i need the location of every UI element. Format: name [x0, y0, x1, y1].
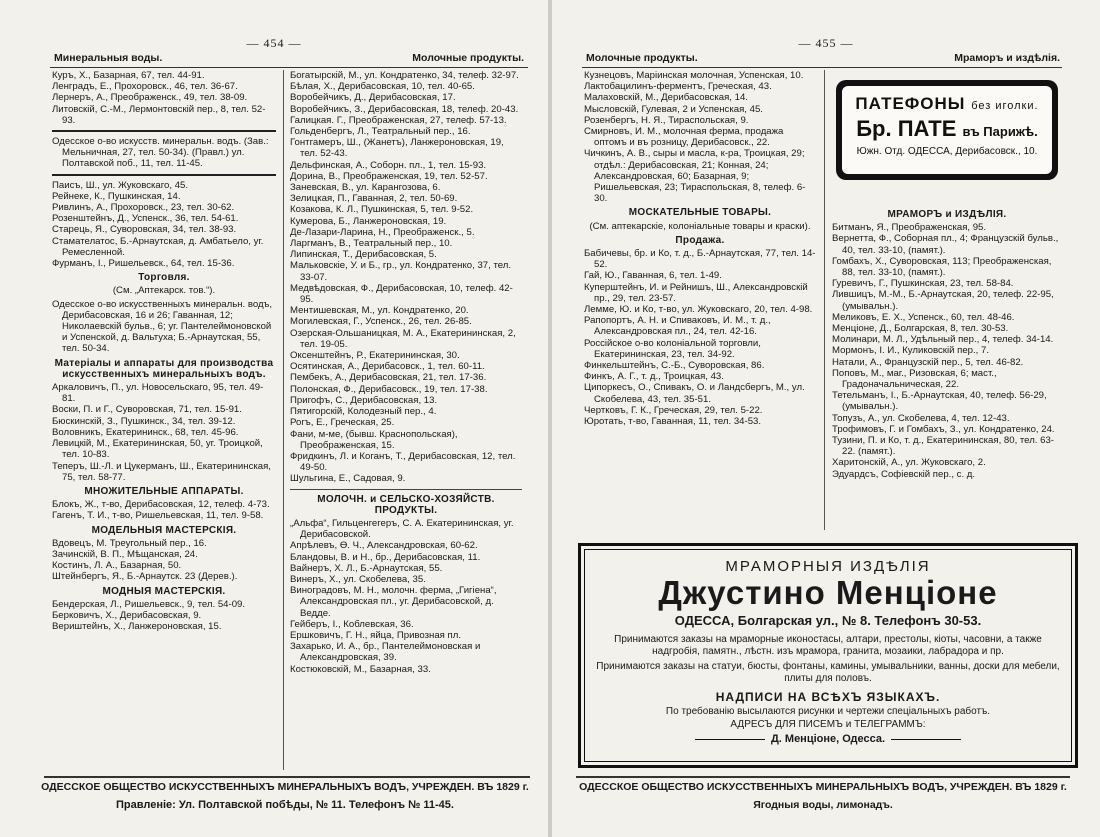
- directory-entry: Гагенъ, Т. И., т-во, Ришельевская, 11, тел. 9-58.: [52, 510, 264, 522]
- directory-entry: Смирновъ, И. М., молочная ферма, продажа оптомъ и въ розницу, Дерибасовск., 22.: [584, 126, 784, 149]
- directory-entry: Могилевская, Г., Успенск., 26, тел. 26-85.: [290, 316, 472, 328]
- directory-entry: Апрѣлевъ, Ѳ. Ч., Александровская, 60-62.: [290, 540, 478, 552]
- directory-entry: Осятинская, А., Дерибасовск., 1, тел. 60-11.: [290, 361, 485, 373]
- directory-entry: Бѣлая, Х., Дерибасовская, 10, тел. 40-65.: [290, 81, 475, 93]
- column-divider: [824, 70, 825, 530]
- directory-entry: Гай, Ю., Гаванная, 6, тел. 1-49.: [584, 270, 722, 282]
- section-heading: МОСКАТЕЛЬНЫЕ ТОВАРЫ.: [628, 207, 772, 219]
- directory-entry: Мормонъ, І. И., Куликовскій пер., 7.: [832, 345, 989, 357]
- pate-advertisement: [836, 80, 1058, 180]
- directory-entry: Гейберъ, І., Коблевская, 36.: [290, 618, 414, 630]
- directory-entry: Мысловскій, Гулевая, 2 и Успенская, 45.: [584, 103, 763, 115]
- directory-entry: Заневская, В., ул. Карангозова, 6.: [290, 182, 441, 194]
- directory-entry: Лактобацилинъ-ферментъ, Греческая, 43.: [584, 81, 772, 93]
- left-page: [0, 0, 548, 837]
- ad-address: ОДЕССА, Болгарская ул., № 8. Телефонъ 30-53.: [674, 613, 982, 628]
- footer-title: ОДЕССКОЕ ОБЩЕСТВО ИСКУССТВЕННЫХЪ МИНЕРАЛЬНЫХЪ ВОДЪ, УЧРЕЖДЕН. ВЪ 1829 г.: [41, 781, 529, 793]
- directory-entry: Фридкинъ, Л. и Коганъ, Т., Дерибасовская, 12, тел. 49-50.: [290, 450, 516, 474]
- section-heading: МНОЖИТЕЛЬНЫЕ АППАРАТЫ.: [84, 485, 244, 497]
- directory-entry: Финкъ, А. Г., т. д., Троицкая, 43.: [584, 371, 724, 383]
- directory-entry: Оксенштейнъ, Р., Екатерининская, 30.: [290, 350, 460, 362]
- directory-entry: Де-Лазари-Ларина, Н., Преображенск., 5.: [290, 226, 475, 238]
- section-heading: МОДНЫЯ МАСТЕРСКІЯ.: [102, 585, 226, 597]
- directory-entry: Гольденбергъ, Л., Театральный пер., 16.: [290, 126, 471, 138]
- directory-entry: Винеръ, Х., ул. Скобелева, 35.: [290, 573, 426, 585]
- directory-entry: Воробейчикъ, З., Дерибасовская, 18, телеф. 20-43.: [290, 103, 519, 115]
- directory-entry: Тетельманъ, І., Б.-Арнаутская, 40, телеф. 56-29, (умывальн.).: [832, 390, 1047, 413]
- directory-entry: Чичкинъ, А. В., сыры и масла, к-ра, Троицкая, 29; отдѣл.: Дерибасовская, 21; Конная, 24; Александровская, 60; Базарная, 9; Ришельевская, 23; Тираспольская, 8, телеф. 6-30.: [584, 148, 806, 205]
- directory-entry: Розенбергъ, Н. Я., Тираспольская, 9.: [584, 114, 749, 126]
- directory-entry: Финкельштейнъ, С.-Б., Суворовская, 86.: [584, 360, 765, 372]
- directory-entry: Лемме, Ю. и Ко, т-во, ул. Жуковскаго, 20, тел. 4-98.: [584, 304, 813, 316]
- directory-entry: Гуревичъ, Г., Пушкинская, 23, тел. 58-84.: [832, 278, 1014, 290]
- directory-entry: Захарько, И. А., бр., Пантелеймоновская и Александровская, 39.: [290, 641, 481, 664]
- directory-entry: Чертковъ, Г. К., Греческая, 29, тел. 5-22.: [584, 404, 763, 416]
- directory-entry: Озерская-Ольшаницкая, М. А., Екатерининская, 2, тел. 19-05.: [290, 327, 516, 350]
- directory-entry: Воловникъ, Екатерининск., 68, тел. 45-96.: [52, 426, 239, 438]
- section-heading: МОЛОЧН. и СЕЛЬСКО-ХОЗЯЙСТВ. ПРОДУКТЫ.: [317, 493, 495, 516]
- directory-entry: Поповъ, М., маг., Ризовская, 6; маст., Градоначальническая, 22.: [832, 367, 997, 391]
- directory-entry: „Альфа“, Гильценгегеръ, С. А. Екатерининская, уг. Дерибасовской.: [290, 517, 514, 541]
- directory-entry: Одесское о-во искусственныхъ минеральн. водъ, Дерибасовская, 16 и 26; Гаванная, 12; Николаевскій бульв., 6; уг. Пантелеймоновской и Успенской, д. Вальтуха; Б.-Арнаутская, 55, тел. 50-34.: [52, 298, 272, 355]
- running-head-right: Мраморъ и издѣлія.: [954, 52, 1060, 64]
- directory-entry: Пригофъ, С., Дерибасовская, 13.: [290, 394, 438, 406]
- directory-entry: Рапопортъ, А. Н. и Спиваковъ, И. М., т. д., Александровская пл., 24, тел. 42-16.: [584, 315, 771, 338]
- page-number: — 455 —: [798, 36, 854, 50]
- directory-entry: Пятигорскій, Колодезный пер., 4.: [290, 406, 437, 418]
- footer-subtitle: Ягодныя воды, лимонадъ.: [753, 799, 893, 811]
- section-heading: МОДЕЛЬНЫЯ МАСТЕРСКІЯ.: [91, 524, 237, 536]
- page-number: — 454 —: [246, 36, 302, 50]
- directory-entry: Бландовы, В. и Н., бр., Дерибасовская, 11.: [290, 551, 481, 563]
- ad-address: Южн. Отд. ОДЕССА, Дерибасовск., 10.: [856, 146, 1038, 157]
- directory-entry: Битманъ, Я., Преображенская, 95.: [832, 222, 987, 234]
- directory-entry: Лернеръ, А., Преображенск., 49, тел. 38-09.: [52, 92, 248, 104]
- directory-entry: Штейнбергъ, Я., Б.-Арнаутск. 23 (Дерев.).: [52, 571, 238, 583]
- ad-signature: Д. Менціоне, Одесса.: [770, 733, 886, 745]
- section-rule: [290, 489, 522, 490]
- directory-entry: Мальковскіе, У. и Б., гр., ул. Кондратенко, 37, тел. 33-07.: [290, 260, 512, 283]
- directory-entry: Зачинскій, В. П., Мѣщанская, 24.: [52, 548, 198, 560]
- directory-entry: Вернетта, Ф., Соборная пл., 4; Французскій бульв., 40, тел. 33-10, (памят.).: [832, 233, 1059, 256]
- left-column-2: [290, 70, 522, 675]
- directory-entry: Литовскій, С.-М., Лермонтовскій пер., 8, тел. 52-93.: [52, 103, 266, 126]
- running-head-left: Молочные продукты.: [586, 52, 698, 64]
- directory-entry: Дорина, В., Преображенская, 19, тел. 52-57.: [290, 170, 488, 182]
- directory-entry: Дельфинская, А., Соборн. пл., 1, тел. 15-93.: [290, 159, 487, 171]
- directory-entry: Левицкій, М., Екатерининская, 50, уг. Троицкой, тел. 10-83.: [52, 438, 263, 461]
- directory-entry: Меликовъ, Е. Х., Успенск., 60, тел. 48-46.: [832, 311, 1015, 323]
- directory-entry: Ленградъ, Е., Прохоровск., 46, тел. 36-67.: [52, 81, 238, 93]
- section-heading: Матеріалы и аппараты для производства искусственныхъ минеральныхъ водъ.: [54, 357, 274, 380]
- directory-entry: Костюковскій, М., Базарная, 33.: [290, 663, 431, 675]
- right-rule: [891, 739, 961, 740]
- footer-subtitle: Правленіе: Ул. Полтавской побѣды, № 11. Телефонъ № 11-45.: [116, 799, 454, 811]
- ad-title: ПАТЕФОНЫ: [855, 94, 966, 113]
- directory-entry: Вериштейнъ, Х., Ланжероновская, 15.: [52, 621, 222, 633]
- ad-address-label: АДРЕСЪ ДЛЯ ПИСЕМЪ и ТЕЛЕГРАММЪ:: [730, 719, 926, 730]
- footer-rule: [44, 776, 530, 778]
- ad-inscriptions: НАДПИСИ НА ВСѢХЪ ЯЗЫКАХЪ.: [715, 690, 941, 704]
- ad-text-1: Принимаются заказы на мраморные иконостасы, алтари, престолы, кіоты, часовни, а также надгробія, памятн., лѣстн. изъ мрамора, гранита, мозаики, лабрадора и пр.: [614, 634, 1042, 657]
- right-column-2: [832, 206, 1062, 480]
- left-column-1: [52, 70, 276, 632]
- directory-entry: Лившицъ, М.-М., Б.-Арнаутская, 20, телеф. 22-95, (умывальн.).: [832, 289, 1054, 312]
- directory-entry: Ментишевская, М., ул. Кондратенко, 20.: [290, 305, 469, 317]
- directory-entry: Вайнеръ, Х. Л., Б.-Арнаутская, 55.: [290, 562, 443, 574]
- directory-entry: Рогъ, Е., Греческая, 25.: [290, 417, 395, 429]
- directory-entry: Виноградовъ, М. Н., молочн. ферма, „Гигіена“, Александровская пл., уг. Дерибасовской, д. Ведде.: [290, 585, 497, 619]
- right-page: [552, 0, 1100, 837]
- ad-brand: Бр. ПАТЕ: [856, 116, 957, 141]
- directory-entry: Воробейчикъ, Д., Дерибасовская, 17.: [290, 92, 456, 104]
- directory-entry: Юротать, т-во, Гаванная, 11, тел. 34-53.: [584, 416, 762, 428]
- section-note: (См. аптекарскіе, колоніальные товары и краски).: [589, 220, 811, 232]
- directory-entry: Зелицкая, П., Гаванная, 2, тел. 50-69.: [290, 193, 458, 205]
- mencione-advertisement: [578, 543, 1078, 768]
- directory-entry: Полонская, Ф., Дерибасовск., 19, тел. 17-38.: [290, 383, 488, 395]
- section-heading: МРАМОРЪ и ИЗДѢЛІЯ.: [887, 209, 1007, 220]
- footer-rule: [576, 776, 1070, 778]
- directory-entry: Бюскинскій, З., Пушкинск., 34, тел. 39-12.: [52, 415, 236, 427]
- ad-text-2: Принимаются заказы на статуи, бюсты, фонтаны, камины, умывальники, ванны, доски для мебели, плиты для половъ.: [596, 661, 1060, 684]
- directory-entry: Галицкая. Г., Преображенская, 27, телеф. 57-13.: [290, 114, 507, 126]
- directory-entry: Топузъ, А., ул. Скобелева, 4, тел. 12-43.: [832, 412, 1010, 424]
- directory-entry: Фурманъ, І., Ришельевск., 64, тел. 15-36.: [52, 258, 235, 270]
- ad-brand: Джустино Менціоне: [658, 574, 998, 611]
- ad-title-note: без иголки.: [971, 100, 1039, 112]
- ad-request-note: По требованію высылаются рисунки и чертежи спеціальныхъ работъ.: [665, 706, 991, 717]
- directory-entry: Кумерова, Б., Ланжероновская, 19.: [290, 215, 447, 227]
- directory-entry: Ершковичъ, Г. Н., яйца, Привозная пл.: [290, 629, 462, 641]
- directory-entry: Шульгина, Е., Садовая, 9.: [290, 473, 406, 485]
- header-rule: [50, 67, 528, 68]
- ad-caption: МРАМОРНЫЯ ИЗДѢЛІЯ: [725, 558, 931, 575]
- directory-entry: Эдуардсъ, Софіевскій пер., с. д.: [832, 468, 976, 480]
- ad-brand-note: въ Парижѣ.: [962, 124, 1038, 139]
- section-rule: [52, 174, 276, 176]
- directory-entry: Бабичевы, бр. и Ко, т. д., Б.-Арнаутская, 77, тел. 14-52.: [584, 248, 816, 271]
- directory-entry: Паисъ, Ш., ул. Жуковскаго, 45.: [52, 179, 189, 191]
- directory-entry: Теперъ, Ш.-Л. и Цукерманъ, Ш., Екатерининская, 75, тел. 58-77.: [52, 460, 271, 483]
- running-head-left: Минеральныя воды.: [54, 52, 163, 64]
- column-divider: [283, 70, 284, 770]
- directory-entry: Ципоркесъ, О., Спивакъ, О. и Ландсбергъ, М., ул. Скобелева, 43, тел. 35-51.: [584, 382, 805, 405]
- section-heading: Продажа.: [675, 234, 725, 246]
- directory-entry: Россійское о-во колоніальной торговли, Екатерининская, 23, тел. 34-92.: [584, 337, 761, 360]
- footer-title: ОДЕССКОЕ ОБЩЕСТВО ИСКУССТВЕННЫХЪ МИНЕРАЛЬНЫХЪ ВОДЪ, УЧРЕЖДЕН. ВЪ 1829 г.: [579, 781, 1067, 793]
- section-note: (См. „Аптекарск. тов.“).: [112, 285, 216, 297]
- directory-entry: Ларгманъ, В., Театральный пер., 10.: [290, 238, 453, 250]
- directory-entry: Куперштейнъ, И. и Рейнишъ, Ш., Александровскій пр., 29, тел. 23-57.: [584, 281, 808, 304]
- directory-entry: Рейнеке, К., Пушкинская, 14.: [52, 190, 181, 202]
- directory-entry: Гонтгамеръ, Ш., (Жанетъ), Ланжероновская, 19, тел. 52-43.: [290, 137, 504, 160]
- right-column-1: [584, 70, 816, 427]
- directory-entry: Одесское о-во искусств. минеральн. водъ. (Зав.: Мельничная, 27, тел. 50-34). (Правл.) ул. Полтавской поб., 11, тел. 11-45.: [52, 136, 269, 170]
- directory-entry: Ривлинъ, А., Прохоровск., 23, тел. 30-62.: [52, 202, 235, 214]
- directory-entry: Костинъ, Л. А., Базарная, 50.: [52, 560, 182, 572]
- directory-entry: Пембекъ, А., Дерибасовская, 21, тел. 17-36.: [290, 372, 487, 384]
- directory-entry: Малаховскій, М., Дерибасовская, 14.: [584, 92, 748, 104]
- section-rule: [52, 130, 276, 132]
- directory-entry: Медвѣдовская, Ф., Дерибасовская, 10, телеф. 42-95.: [290, 282, 513, 306]
- directory-entry: Блокъ, Ж., т-во, Дерибасовская, 12, телеф. 4-73.: [52, 499, 270, 511]
- directory-entry: Вдовецъ, М. Треугольный пер., 16.: [52, 537, 207, 549]
- directory-entry: Трофимовъ, Г. и Гомбахъ, З., ул. Кондратенко, 24.: [832, 423, 1055, 435]
- header-rule: [582, 67, 1062, 68]
- directory-entry: Козакова, К. Л., Пушкинская, 5, тел. 9-52.: [290, 204, 474, 216]
- directory-entry: Харитонскій, А., ул. Жуковскаго, 2.: [832, 457, 986, 469]
- directory-entry: Стамателатос, Б.-Арнаутская, д. Амбатьело, уг. Ремесленной.: [52, 235, 264, 258]
- directory-entry: Берковичъ, Х., Дерибасовская, 9.: [52, 609, 202, 621]
- directory-entry: Аркаловичъ, П., ул. Новосельскаго, 95, тел. 49-81.: [52, 382, 264, 405]
- directory-entry: Бендерская, Л., Ришельевск., 9, тел. 54-09.: [52, 598, 246, 610]
- directory-entry: Богатырскій, М., ул. Кондратенко, 34, телеф. 32-97.: [290, 70, 519, 81]
- directory-entry: Тузини, П. и Ко, т. д., Екатерининская, 80, тел. 63-22. (памят.).: [832, 435, 1054, 458]
- directory-entry: Куръ, Х., Базарная, 67, тел. 44-91.: [52, 70, 205, 81]
- directory-entry: Гомбахъ, Х., Суворовская, 113; Преображенская, 88, тел. 33-10, (памят.).: [832, 255, 1052, 279]
- directory-entry: Липинская, Т., Дерибасовская, 5.: [290, 249, 437, 261]
- directory-entry: Старець, Я., Суворовская, 34, тел. 38-93.: [52, 224, 237, 236]
- directory-entry: Фани, м-ме, (бывш. Краснопольская), Преображенская, 15.: [290, 428, 458, 451]
- directory-entry: Молинари, М. Л., Удѣльный пер., 4, телеф. 34-14.: [832, 334, 1054, 346]
- directory-entry: Кузнецовъ, Маріинская молочная, Успенская, 10.: [584, 70, 804, 81]
- directory-entry: Воски, П. и Г., Суворовская, 71, тел. 15-91.: [52, 404, 242, 416]
- left-rule: [695, 739, 765, 740]
- running-head-right: Молочные продукты.: [412, 52, 524, 64]
- directory-entry: Натали, А., Французскій пер., 5, тел. 46-82.: [832, 356, 1024, 368]
- section-heading: Торговля.: [138, 272, 190, 284]
- directory-entry: Розенштейнъ, Д., Успенск., 36, тел. 54-61.: [52, 213, 239, 225]
- directory-entry: Менціоне, Д., Болгарская, 8, тел. 30-53.: [832, 323, 1009, 335]
